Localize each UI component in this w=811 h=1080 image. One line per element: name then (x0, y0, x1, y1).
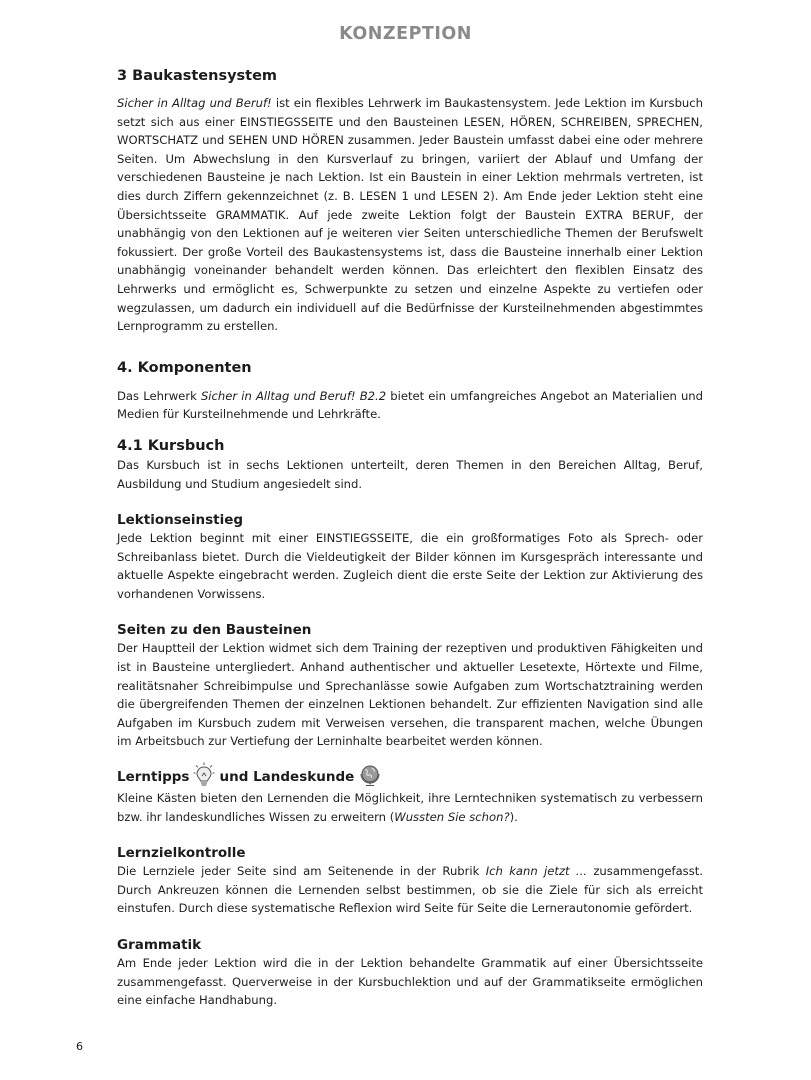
section-body-komponenten (117, 387, 703, 424)
lernziel-italic: Ich kann jetzt ... (485, 864, 587, 879)
section-heading-kursbuch: 4.1 Kursbuch (117, 437, 225, 454)
lerntipps-label: Lerntipps (117, 769, 190, 786)
subheading-lerntipps (117, 765, 703, 789)
book-title-italic: Sicher in Alltag und Beruf! (117, 96, 272, 110)
section-body-baukastensystem (117, 94, 703, 336)
lernziel-text-pre: Die Lernziele jeder Seite sind am Seitenende in der Rubrik (117, 864, 486, 879)
page-content (117, 66, 703, 1010)
lernziel-text-post: zusammengefasst. Durch Ankreuzen können die Lernenden selbst bestimmen, ob sie die Ziele für sich als erreicht einstufen. Durch diese systematische Reflexion wird Seite für Seite die Lernerautonomie gefördert. (117, 864, 703, 916)
body-grammatik: Am Ende jeder Lektion wird die in der Lektion behandelte Grammatik auf einer Übersichtsseite zusammengefasst. Querverweise in der Kursbuchlektion und auf der Grammatikseite ermöglichen eine einfache Handhabung. (117, 956, 703, 1008)
globe-icon (358, 763, 382, 792)
body-lernzielkontrolle (117, 862, 703, 918)
section-heading-baukastensystem: 3 Baukastensystem (117, 68, 278, 84)
subheading-lernzielkontrolle: Lernzielkontrolle (117, 845, 246, 862)
page-title: KONZEPTION (339, 24, 472, 44)
subheading-grammatik: Grammatik (117, 937, 202, 953)
page-number: 6 (76, 1040, 83, 1053)
body-lektionseinstieg: Jede Lektion beginnt mit einer EINSTIEGSSEITE, die ein großformatiges Foto als Sprech- oder Schreibanlass bietet. Durch die Vieldeutigkeit der Bilder können im Kursgespräch interessante und aktuelle Aspekte eingebracht werden. Zugleich dient die erste Seite der Lektion zur Aktivierung des vorhandenen Vorwissens. (117, 531, 703, 601)
subheading-seiten-bausteine: Seiten zu den Bausteinen (117, 622, 312, 639)
lightbulb-icon (193, 762, 215, 793)
subheading-lektionseinstieg: Lektionseinstieg (117, 512, 244, 529)
section-heading-komponenten: 4. Komponenten (117, 359, 252, 376)
body-lerntipps (117, 789, 703, 826)
komponenten-book-title: Sicher in Alltag und Beruf! B2.2 (200, 388, 387, 403)
baukastensystem-text: ist ein flexibles Lehrwerk im Baukastensystem. Jede Lektion im Kursbuch setzt sich aus einer EINSTIEGSSEITE und den Bausteinen LESEN, HÖREN, SCHREIBEN, SPRECHEN, WORTSCHATZ und SEHEN UND HÖREN zusammen. Jeder Baustein umfasst dabei eine oder mehrere Seiten. Um Abwechslung in den Kursverlauf zu bringen, variiert der Ablauf und Umfang der verschiedenen Bausteine je nach Lektion. Ist ein Baustein in einer Lektion mehrmals vertreten, ist dies durch Ziffern gekennzeichnet (z. B. LESEN 1 und LESEN 2). Am Ende jeder Lektion steht eine Übersichtsseite GRAMMATIK. Auf jede zweite Lektion folgt der Baustein EXTRA BERUF, der unabhängig von den Lektionen auf je weiteren vier Seiten unterschiedliche Themen der Berufswelt fokussiert. Der große Vorteil des Baukastensystems ist, dass die Bausteine innerhalb einer Lektion unabhängig voneinander behandelt werden können. Das erleichtert den flexiblen Einsatz des Lehrwerks und ermöglicht es, Schwerpunkte zu setzen und einzelne Aspekte zu vertiefen oder wegzulassen, um dadurch ein individuell auf die Bedürfnisse der Kursteilnehmenden abgestimmtes Lernprogramm zu erstellen. (117, 96, 703, 334)
body-seiten-bausteine: Der Hauptteil der Lektion widmet sich dem Training der rezeptiven und produktiven Fähigkeiten und ist in Bausteine untergliedert. Anhand authentischer und aktueller Lesetexte, Hörtexte und Filme, realitätsnaher Schreibimpulse und Sprechanlässe sowie Aufgaben zum Wortschatztraining werden die übergreifenden Themen der einzelnen Lektionen behandelt. Zur effizienten Navigation sind alle Aufgaben im Kursbuch zudem mit Verweisen versehen, die transparent machen, welche Übungen im Arbeitsbuch zur Vertiefung der Lerninhalte bearbeitet werden können. (117, 641, 703, 749)
komponenten-text-post: bietet ein umfangreiches Angebot an Materialien und Medien für Kursteilnehmende und Lehrkräfte. (117, 388, 704, 422)
lerntipps-italic: Wussten Sie schon? (394, 809, 510, 824)
komponenten-text-pre: Das Lehrwerk (117, 388, 201, 403)
lerntipps-text-pre: Kleine Kästen bieten den Lernenden die Möglichkeit, ihre Lerntechniken systematisch zu verbessern bzw. ihr landeskundliches Wissen zu erweitern ( (117, 791, 703, 824)
section-body-kursbuch: Das Kursbuch ist in sechs Lektionen unterteilt, deren Themen in den Bereichen Alltag, Beruf, Ausbildung und Studium angesiedelt sind. (117, 457, 703, 491)
lerntipps-text-post: ). (509, 809, 518, 824)
landeskunde-label: und Landeskunde (219, 769, 355, 786)
